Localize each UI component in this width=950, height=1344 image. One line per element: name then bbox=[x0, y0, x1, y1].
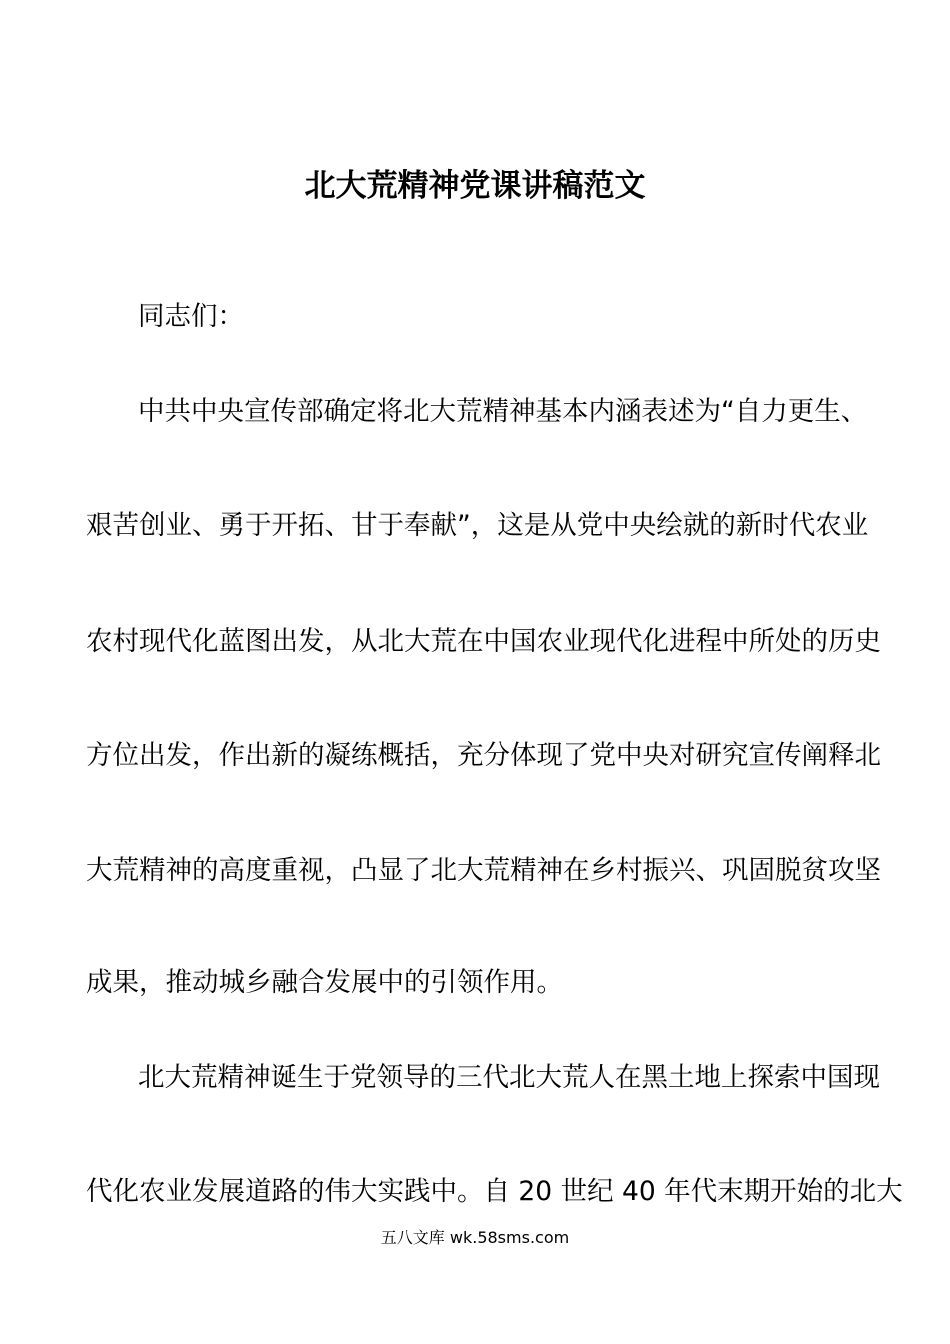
paragraph-line: 农村现代化蓝图出发，从北大荒在中国农业现代化进程中所处的历史 bbox=[86, 626, 881, 657]
paragraph-line: 成果，推动城乡融合发展中的引领作用。 bbox=[86, 967, 563, 998]
paragraph-line: 北大荒精神诞生于党领导的三代北大荒人在黑土地上探索中国现 bbox=[138, 1062, 880, 1093]
page-footer: 五八文库 wk.58sms.com bbox=[380, 1228, 570, 1247]
paragraph-line: 艰苦创业、勇于开拓、甘于奉献”，这是从党中央绘就的新时代农业 bbox=[86, 510, 869, 541]
paragraph-line: 中共中央宣传部确定将北大荒精神基本内涵表述为“自力更生、 bbox=[138, 396, 868, 427]
paragraph-line: 代化农业发展道路的伟大实践中。自 20 世纪 40 年代末期开始的北大 bbox=[86, 1176, 903, 1207]
paragraph-line: 方位出发，作出新的凝练概括，充分体现了党中央对研究宣传阐释北 bbox=[86, 740, 881, 771]
salutation: 同志们： bbox=[138, 301, 244, 332]
paragraph-line: 大荒精神的高度重视，凸显了北大荒精神在乡村振兴、巩固脱贫攻坚 bbox=[86, 855, 881, 886]
document-title: 北大荒精神党课讲稿范文 bbox=[304, 168, 646, 204]
